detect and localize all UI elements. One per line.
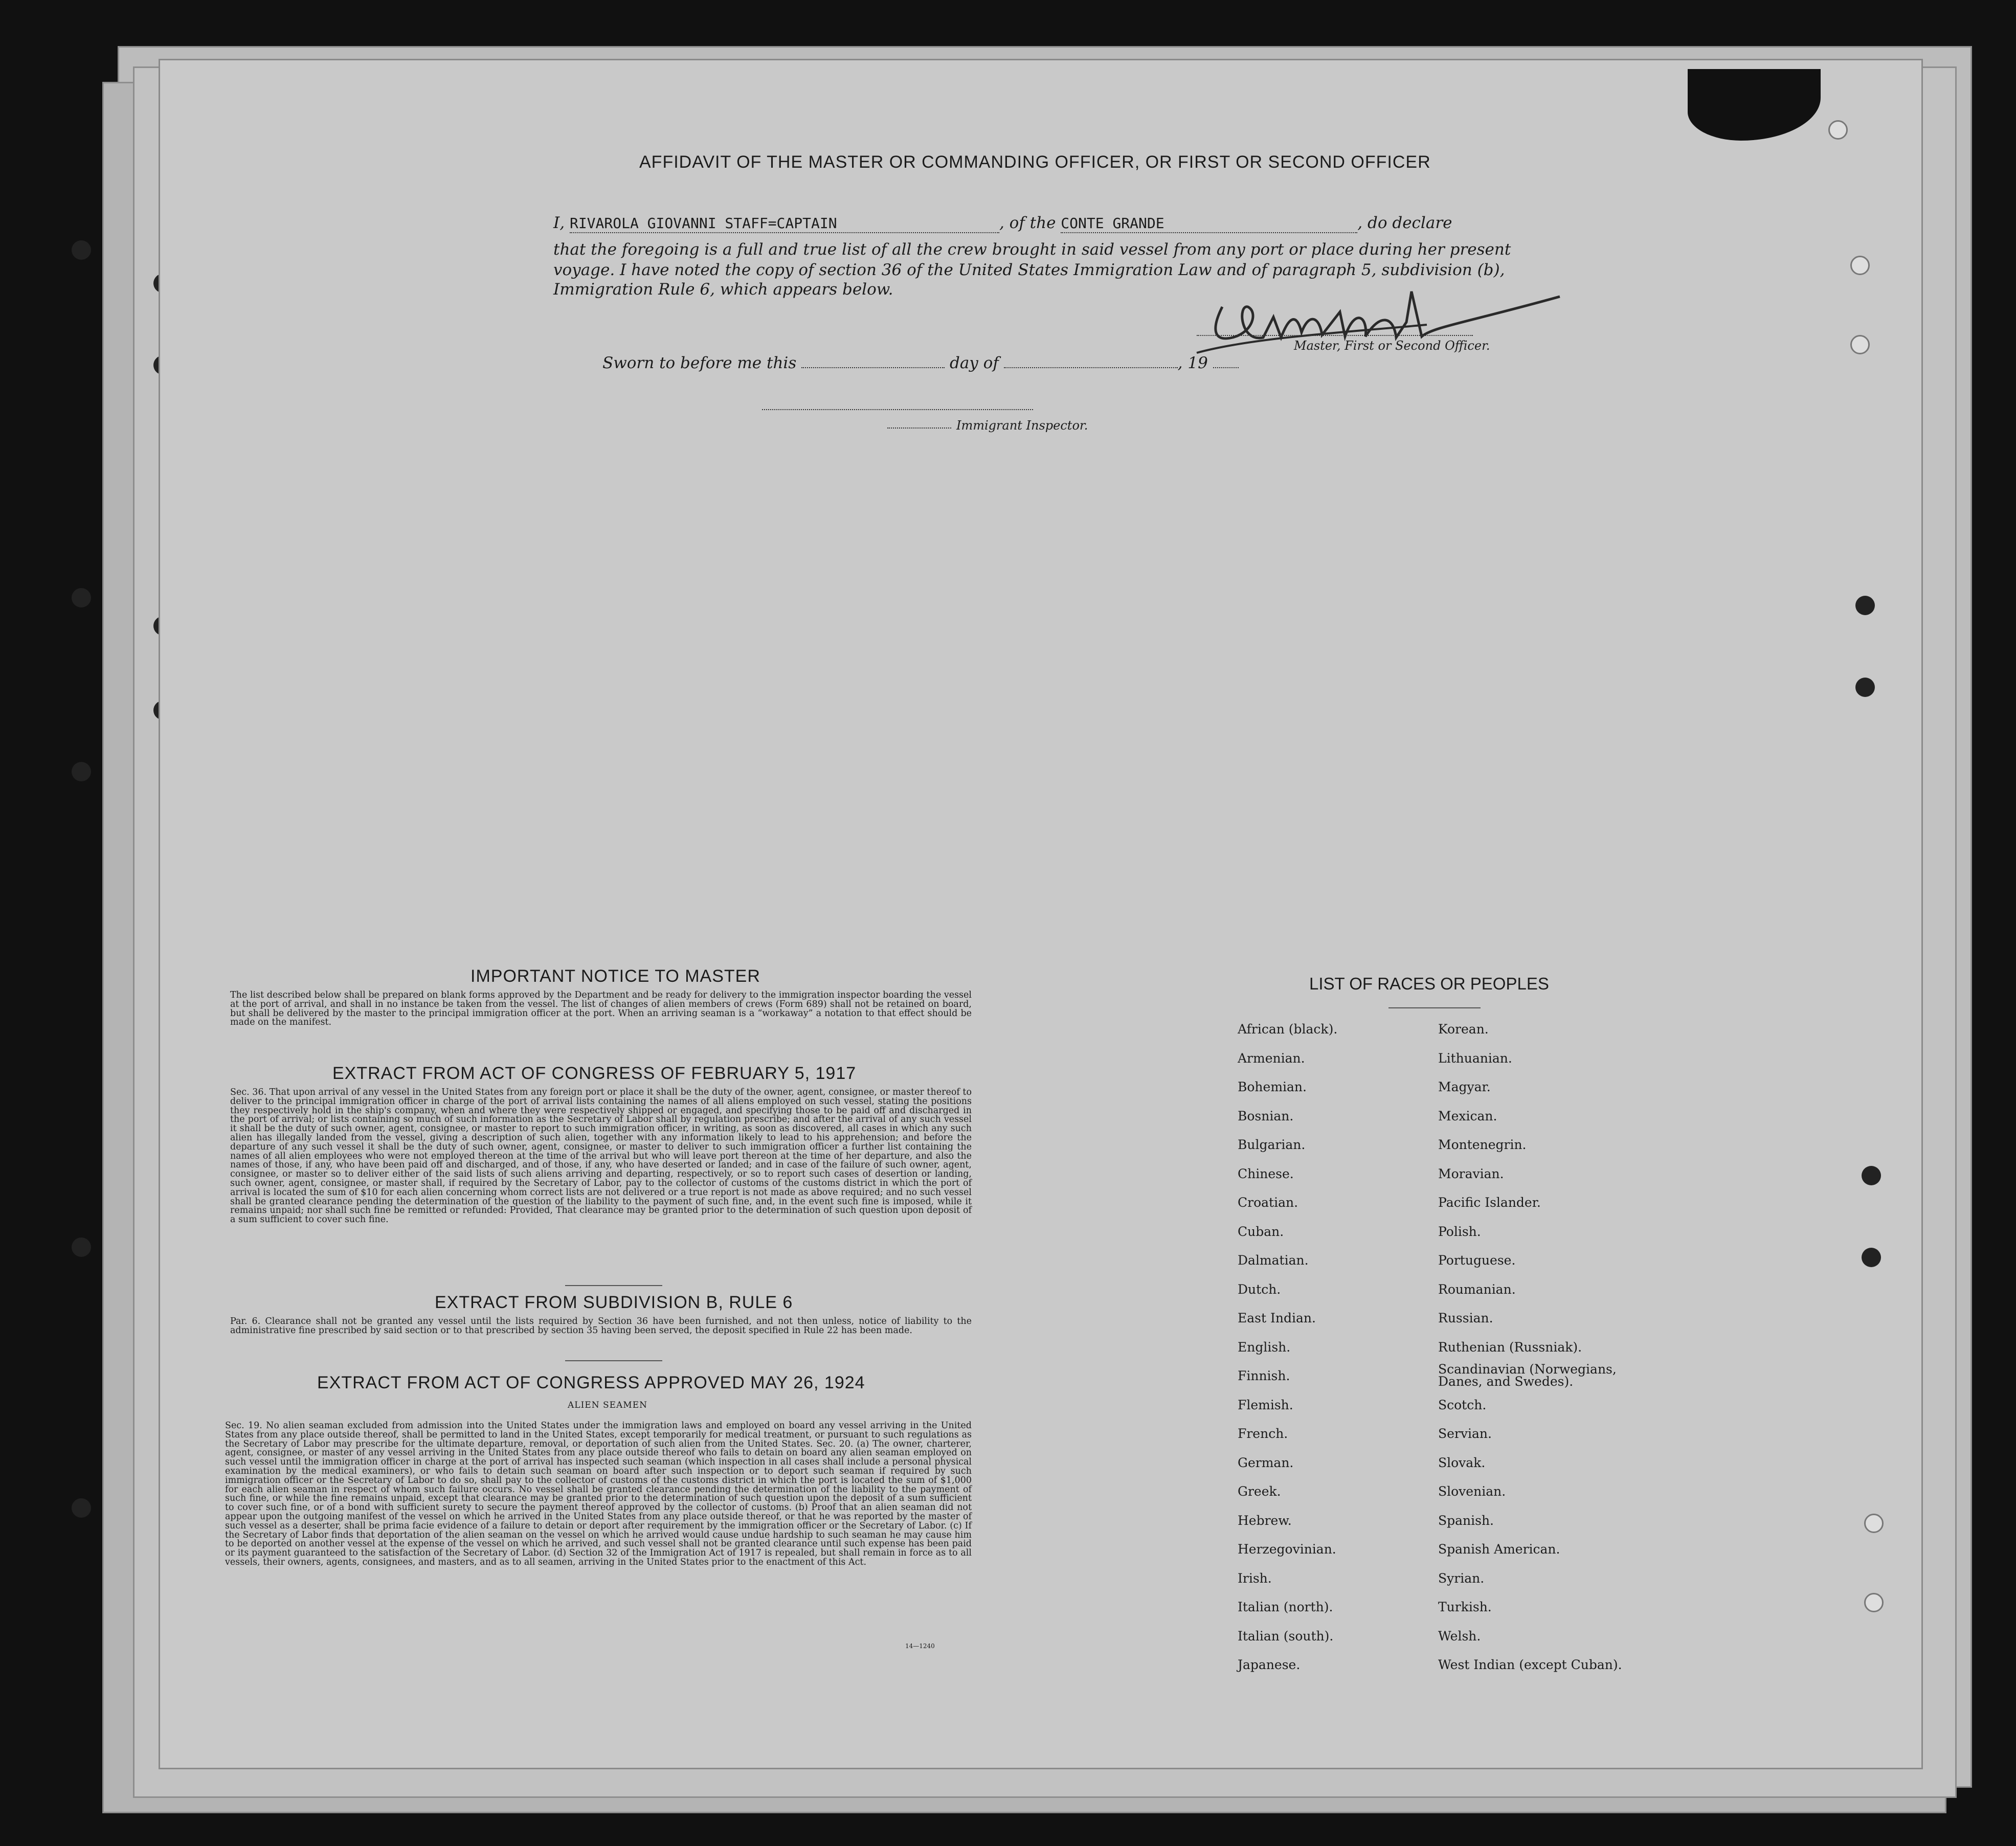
race-item: Polish.	[1438, 1224, 1481, 1239]
line1-prefix: I,	[553, 214, 565, 232]
race-item: Chinese.	[1238, 1166, 1294, 1181]
inspector-signature-line	[762, 409, 1033, 410]
binder-hole	[72, 1498, 91, 1518]
race-item: Moravian.	[1438, 1166, 1504, 1181]
sworn-month-field	[1004, 367, 1178, 368]
race-item: Slovak.	[1438, 1455, 1486, 1470]
binder-hole	[1862, 1166, 1881, 1185]
binder-hole	[72, 240, 91, 260]
race-item: Herzegovinian.	[1238, 1542, 1336, 1557]
extract-1924-body: Sec. 19. No alien seaman excluded from admission into the United States under the immigration laws and employed on board any vessel arriving in the United States from any place outside thereof, shall be permitted to land in the United States, except temporarily for medical treatment, or pursuant to such regulations as the Secretary of Labor may prescribe for the ultimate departure, removal, or deportation of such alien from the United States. Sec. 20. (a) The owner, charterer, agent, consignee, or master of any vessel arriving in the United States from any place outside thereof who fails to detain on board any alien seaman employed on such vessel until the immigration officer in charge at the port of arrival has inspected such seaman (which inspection in all cases shall include a personal physical examination by the medical examiners), or who fails to detain such seaman on board after such inspection or to deport such seaman if required by such immigration officer or the Secretary of Labor to do so, shall pay to the collector of customs of the customs district in which the port is located the sum of $1,000 for each alien seaman in respect of whom such failure occurs. No vessel shall be granted clearance pending the determination of the liability to the payment of such fine, or while the fine remains unpaid, except that clearance may be granted prior to the determination of such question upon the deposit of a sum sufficient to cover such fine, or of a bond with sufficient surety to secure the payment thereof approved by the collector of customs. (b) Proof that an alien seaman did not appear upon the outgoing manifest of the vessel on which he arrived in the United States from any place outside thereof, or that he was reported by the master of such vessel as a deserter, shall be prima facie evidence of a failure to detain or deport after requirement by the immigration officer or the Secretary of Labor. (c) If the Secretary of Labor finds that deportation of the alien seaman on the vessel on which he arrived would cause undue hardship to such seaman he may cause him to be deported on another vessel at the expense of the vessel on which he arrived, and such vessel shall not be granted clearance until such expense has been paid or its payment guaranteed to the satisfaction of the Secretary of Labor. (d) Section 32 of the Immigration Act of 1917 is repealed, but shall remain in force as to all vessels, their owners, agents, consignees, and masters, and as to all seamen, arriving in the United States prior to the enactment of this Act.	[225, 1421, 972, 1567]
notice-body: The list described below shall be prepared on blank forms approved by the Department and be ready for delivery to the immigration inspector boarding the vessel at the port of arrival, and shall in no instance be taken from the vessel. The list of changes of alien members of crews (Form 689) shall not be retained on board, but shall be delivered by the master to the principal immigration officer at the port. When an arriving seaman is a “workaway” a notation to that effect should be made on the manifest.	[230, 990, 972, 1028]
declaration-line-4: Immigration Rule 6, which appears below.	[553, 280, 893, 299]
sworn-prefix: Sworn to before me this	[602, 354, 797, 372]
races-title: LIST OF RACES OR PEOPLES	[1309, 974, 1549, 993]
subdivision-title: EXTRACT FROM SUBDIVISION B, RULE 6	[435, 1293, 793, 1312]
race-item: Cuban.	[1238, 1224, 1284, 1239]
officer-name: RIVAROLA GIOVANNI STAFF=CAPTAIN	[569, 215, 837, 232]
race-item: Scandinavian (Norwegians, Danes, and Swedes).	[1438, 1362, 1617, 1389]
race-item: Spanish.	[1438, 1513, 1494, 1528]
form-number: 14—1240	[905, 1642, 935, 1650]
race-item: Lithuanian.	[1438, 1050, 1512, 1066]
extract-1917-body: Sec. 36. That upon arrival of any vessel in the United States from any foreign port or place it shall be the duty of the owner, agent, consignee, or master thereof to deliver to the principal immigration officer in charge of the port of arrival lists containing the names of all aliens employed on such vessel, stating the positions they respectively hold in the ship's company, when and where they were respectively shipped or engaged, and specifying those to be paid off and discharged in the port of arrival; or lists containing so much of such information as the Secretary of Labor shall by regulation prescribe; and after the arrival of any such vessel it shall be the duty of such owner, agent, consignee, or master to report to such immigration officer, in writing, as soon as discovered, all cases in which any such alien has illegally landed from the vessel, giving a description of such alien, together with any information likely to lead to his apprehension; and before the departure of any such vessel it shall be the duty of such owner, agent, consignee, or master to deliver to such immigration officer a further list containing the names of all alien employees who were not employed thereon at the time of the arrival but who will leave port thereon at the time of her departure, and also the names of those, if any, who have been paid off and discharged, and of those, if any, who have deserted or landed; and in case of the failure of such owner, agent, consignee, or master so to deliver either of the said lists of such aliens arriving and departing, respectively, or so to report such cases of desertion or landing, such owner, agent, consignee, or master shall, if required by the Secretary of Labor, pay to the collector of customs of the customs district in which the port of arrival is located the sum of $10 for each alien concerning whom correct lists are not delivered or a true report is not made as above required; and no such vessel shall be granted clearance pending the determination of the question of the liability to the payment of such fine, and, in the event such fine is imposed, while it remains unpaid; nor shall such fine be remitted or refunded: Provided, That clearance may be granted prior to the determination of such question upon deposit of a sum sufficient to cover such fine.	[230, 1087, 972, 1225]
divider	[565, 1285, 662, 1286]
race-item: Mexican.	[1438, 1108, 1497, 1123]
race-item: Ruthenian (Russniak).	[1438, 1339, 1582, 1355]
race-item: Irish.	[1238, 1570, 1272, 1586]
race-item: Scotch.	[1438, 1397, 1487, 1412]
binder-hole	[72, 588, 91, 607]
signature-caption: Master, First or Second Officer.	[1294, 339, 1490, 353]
race-item: Portuguese.	[1438, 1253, 1516, 1268]
binder-hole	[72, 762, 91, 781]
vessel-field	[1061, 214, 1357, 233]
line1-mid: , of the	[999, 214, 1056, 232]
notice-title: IMPORTANT NOTICE TO MASTER	[471, 966, 760, 986]
extract-1917-title: EXTRACT FROM ACT OF CONGRESS OF FEBRUARY 5, 1917	[332, 1064, 857, 1083]
race-item: Greek.	[1238, 1484, 1281, 1499]
extract-1924-title: EXTRACT FROM ACT OF CONGRESS APPROVED MAY 26, 1924	[317, 1373, 865, 1392]
race-item: Bulgarian.	[1238, 1137, 1306, 1152]
binder-hole	[1850, 335, 1870, 354]
race-item: Croatian.	[1238, 1195, 1298, 1210]
race-item: Pacific Islander.	[1438, 1195, 1541, 1210]
officer-name-field	[570, 214, 999, 233]
vessel-name: CONTE GRANDE	[1061, 215, 1164, 232]
inspector-dots	[887, 427, 951, 429]
race-item: Korean.	[1438, 1022, 1489, 1037]
inspector-caption: Immigrant Inspector.	[956, 418, 1088, 433]
subdivision-body: Par. 6. Clearance shall not be granted any vessel until the lists required by Section 36 have been furnished, and not then unless, notice of liability to the administrative fine prescribed by said section or to that prescribed by section 35 having been served, the deposit specified in Rule 22 has been made.	[230, 1316, 972, 1336]
race-item: French.	[1238, 1426, 1288, 1441]
race-item: Finnish.	[1238, 1368, 1290, 1383]
race-item: Dalmatian.	[1238, 1253, 1309, 1268]
binder-hole	[1862, 1248, 1881, 1267]
race-item: Slovenian.	[1438, 1484, 1506, 1499]
race-item: English.	[1238, 1339, 1291, 1355]
binder-hole	[1855, 678, 1875, 697]
race-item: Hebrew.	[1238, 1513, 1292, 1528]
affidavit-title: AFFIDAVIT OF THE MASTER OR COMMANDING OFFICER, OR FIRST OR SECOND OFFICER	[639, 152, 1431, 172]
race-item: Flemish.	[1238, 1397, 1293, 1412]
race-item: Spanish American.	[1438, 1542, 1560, 1557]
line1-suffix: , do declare	[1357, 214, 1452, 232]
race-item: East Indian.	[1238, 1311, 1316, 1325]
binder-hole	[1828, 120, 1848, 140]
binder-hole	[1864, 1514, 1884, 1533]
race-item: Montenegrin.	[1438, 1137, 1527, 1152]
sworn-line	[602, 354, 1239, 372]
binder-hole	[1864, 1593, 1884, 1612]
race-item: Russian.	[1438, 1311, 1493, 1325]
race-item: Turkish.	[1438, 1600, 1492, 1614]
sworn-year-field	[1213, 367, 1239, 368]
race-item: Italian (south).	[1238, 1628, 1334, 1644]
race-item: Roumanian.	[1438, 1281, 1516, 1297]
race-item: Syrian.	[1438, 1570, 1485, 1586]
binder-hole	[72, 1237, 91, 1257]
race-item: Dutch.	[1238, 1281, 1281, 1297]
declaration-line-1	[553, 214, 1452, 233]
race-item: Japanese.	[1238, 1657, 1301, 1672]
signature-line	[1197, 335, 1473, 336]
race-item: Servian.	[1438, 1426, 1492, 1441]
race-item: Welsh.	[1438, 1628, 1481, 1644]
race-item: Italian (north).	[1238, 1600, 1333, 1614]
race-item: Armenian.	[1238, 1050, 1305, 1066]
race-item: Bosnian.	[1238, 1108, 1294, 1123]
race-item: Bohemian.	[1238, 1079, 1307, 1094]
sworn-year-label: , 19	[1177, 354, 1208, 372]
declaration-line-2: that the foregoing is a full and true list of all the crew brought in said vessel from any port or place during her present	[553, 240, 1511, 259]
race-item: Magyar.	[1438, 1079, 1491, 1094]
sworn-day-label: day of	[949, 354, 999, 372]
declaration-line-3: voyage. I have noted the copy of section 36 of the United States Immigration Law and of paragraph 5, subdivision (b),	[553, 261, 1505, 279]
divider	[565, 1360, 662, 1361]
races-title-underline	[1388, 1007, 1481, 1008]
sworn-day-field	[801, 367, 945, 368]
binder-hole	[1850, 256, 1870, 275]
race-item: German.	[1238, 1455, 1294, 1470]
binder-hole	[1855, 596, 1875, 615]
race-item: African (black).	[1238, 1022, 1338, 1037]
race-item: West Indian (except Cuban).	[1438, 1657, 1622, 1672]
extract-1924-subtitle: ALIEN SEAMEN	[568, 1400, 647, 1410]
